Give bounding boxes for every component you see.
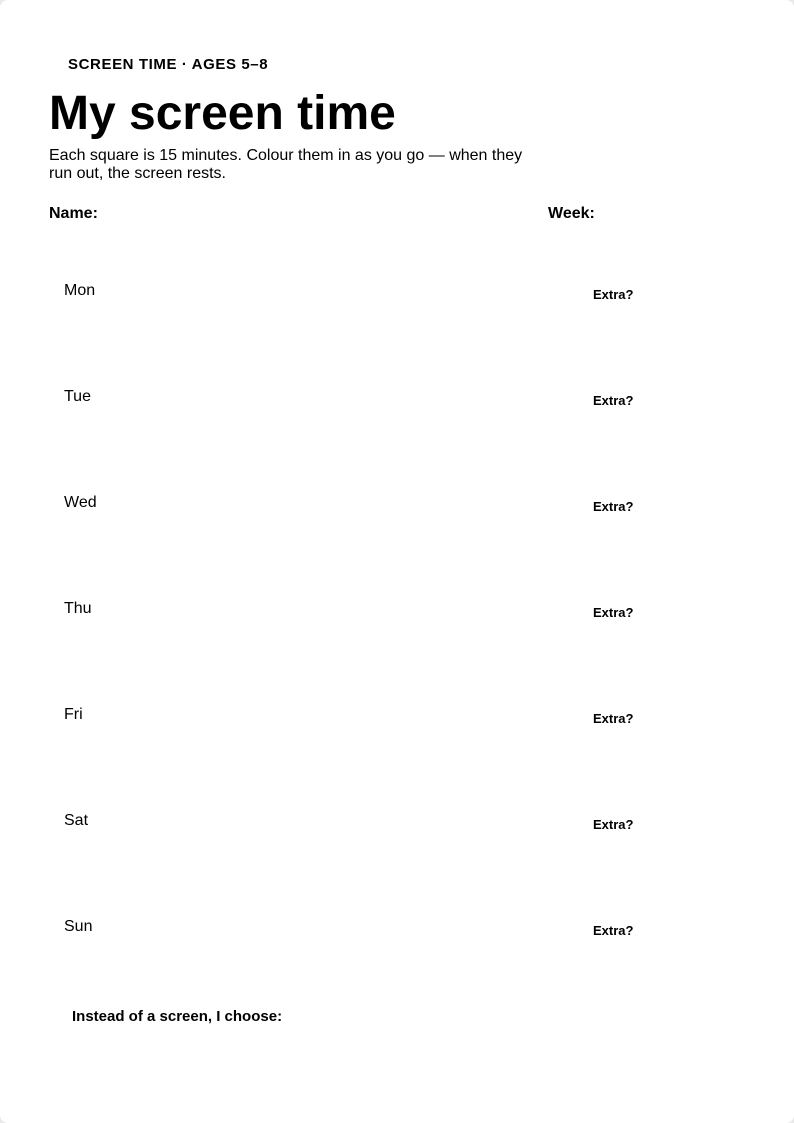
extra-label: Extra? xyxy=(593,817,634,832)
day-row-wed xyxy=(49,494,689,554)
day-label: Fri xyxy=(64,706,83,723)
page-title: My screen time xyxy=(49,87,396,140)
day-label: Sun xyxy=(64,918,93,935)
week-field-label: Week: xyxy=(548,205,595,222)
day-row-mon xyxy=(49,282,689,342)
extra-label: Extra? xyxy=(593,711,634,726)
extra-label: Extra? xyxy=(593,923,634,938)
day-label: Thu xyxy=(64,600,92,617)
day-row-sat xyxy=(49,812,689,872)
day-label: Sat xyxy=(64,812,89,829)
name-field-label: Name: xyxy=(49,205,98,222)
extra-label: Extra? xyxy=(593,287,634,302)
extra-label: Extra? xyxy=(593,605,634,620)
extra-label: Extra? xyxy=(593,393,634,408)
day-row-tue xyxy=(49,388,689,448)
day-label: Mon xyxy=(64,282,96,299)
extra-label: Extra? xyxy=(593,499,634,514)
day-label: Tue xyxy=(64,388,91,405)
day-row-sun xyxy=(49,918,689,978)
day-label: Wed xyxy=(64,494,97,511)
day-row-fri xyxy=(49,706,689,766)
day-row-thu xyxy=(49,600,689,660)
instructions-text: Each square is 15 minutes. Colour them in as you go — when they run out, the screen rests. xyxy=(49,147,523,182)
alternative-activity-label: Instead of a screen, I choose: xyxy=(72,1008,283,1025)
worksheet-kicker: SCREEN TIME · AGES 5–8 xyxy=(68,56,269,73)
